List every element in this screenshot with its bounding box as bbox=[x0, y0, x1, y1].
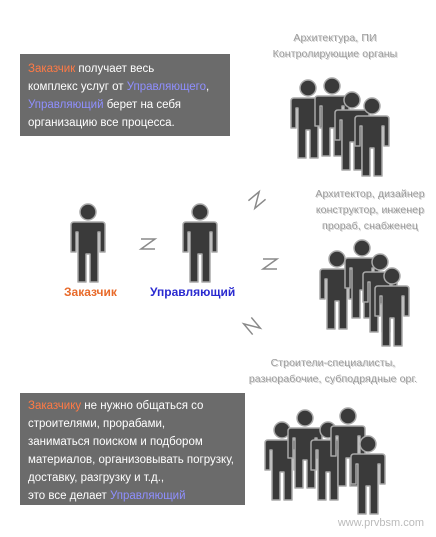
manager-highlight: Управляющего bbox=[126, 81, 207, 93]
connector-zigzag-icon bbox=[141, 239, 155, 249]
manager-highlight: Управляющий bbox=[28, 99, 104, 111]
role-label-manager: Управляющий bbox=[150, 285, 236, 299]
info-box-bottom: Заказчику не нужно общаться со строителями, прорабами, заниматься поиском и подбором материалов, организовывать погрузку, доставку, разгрузку и т.д., это все делает Управляющий bbox=[20, 393, 245, 505]
designers-group-icon bbox=[320, 240, 409, 346]
role-label-client: Заказчик bbox=[64, 285, 117, 299]
group-label-builders: Строители-специалисты, разнорабочие, субподрядные орг. bbox=[248, 357, 418, 385]
client-figure-icon bbox=[71, 204, 105, 282]
manager-figure-icon bbox=[183, 204, 217, 282]
watermark: www.prvbsm.com bbox=[337, 517, 424, 529]
client-highlight: Заказчик bbox=[28, 63, 76, 75]
info-box-top: Заказчик получает весь комплекс услуг от Управляющего, Управляющий берет на себя организацию все процесса. bbox=[20, 54, 230, 136]
architecture-group-icon bbox=[291, 78, 389, 176]
connector-zigzag-icon bbox=[248, 192, 265, 209]
connector-zigzag-icon bbox=[263, 259, 277, 269]
group-label-architecture: Архитектура, ПИ Контролирующие органы bbox=[272, 32, 398, 60]
client-highlight: Заказчику bbox=[28, 400, 82, 412]
manager-highlight: Управляющий bbox=[109, 490, 186, 502]
group-label-designers: Архитектор, дизайнер конструктор, инженер прораб, снабженец bbox=[315, 188, 425, 232]
builders-group-icon bbox=[265, 408, 385, 514]
connector-zigzag-icon bbox=[244, 317, 261, 334]
